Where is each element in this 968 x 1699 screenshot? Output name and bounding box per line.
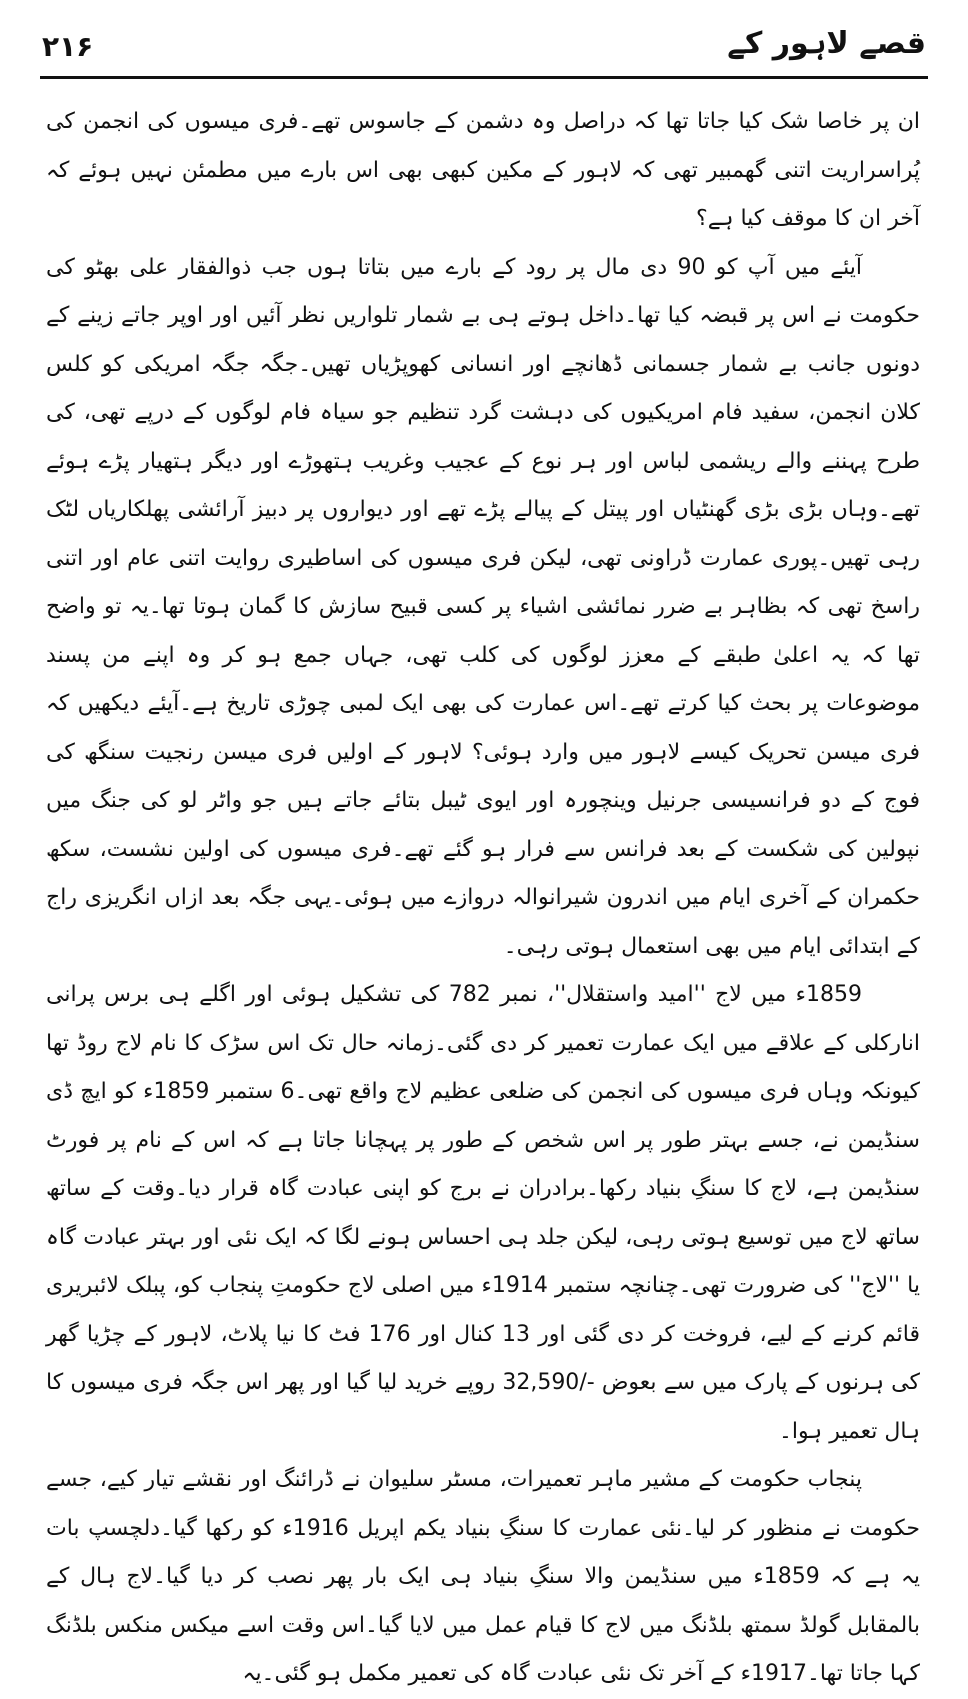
- paragraph: 1859ء میں لاج ''امید واستقلال''، نمبر 782 کی تشکیل ہوئی اور اگلے ہی برس پرانی انارکلی کے علاقے میں ایک عمارت تعمیر کر دی گئی۔زمانہ حال تک اس سڑک کا نام لاج روڈ تھا کیونکہ وہاں فری میسوں کی انجمن کی ضلعی عظیم لاج واقع تھی۔6 ستمبر 1859ء کو ایچ ڈی سنڈیمن نے، جسے بہتر طور پر اس شخص کے طور پر پہچانا جاتا ہے کہ اس کے نام پر فورٹ سنڈیمن ہے، لاج کا سنگِ بنیاد رکھا۔برادران نے برج کو اپنی عبادت گاہ قرار دیا۔وقت کے ساتھ ساتھ لاج میں توسیع ہوتی رہی، لیکن جلد ہی احساس ہونے لگا کہ ایک نئی اور بہتر عبادت گاہ یا ''لاج'' کی ضرورت تھی۔چنانچہ ستمبر 1914ء میں اصلی لاج حکومتِ پنجاب کو، پبلک لائبریری قائم کرنے کے لیے، فروخت کر دی گئی اور 13 کنال اور 176 فٹ کا نیا پلاٹ، لاہور کے چڑیا گھر کی ہرنوں کے پارک میں سے بعوض -/32,590 روپے خرید لیا گیا اور پھر اس جگہ فری میسوں کا ہال تعمیر ہوا۔: [46, 982, 921, 1444]
- paragraph: آیئے میں آپ کو 90 دی مال پر رود کے بارے میں بتاتا ہوں جب ذوالفقار علی بھٹو کی حکومت نے اس پر قبضہ کیا تھا۔داخل ہوتے ہی بے شمار تلواریں نظر آئیں اور اوپر جاتے زینے کے دونوں جانب بے شمار جسمانی ڈھانچے اور انسانی کھوپڑیاں تھیں۔جگہ جگہ امریکی کو کلس کلان انجمن، سفید فام امریکیوں کی دہشت گرد تنظیم جو سیاہ فام لوگوں کے درپے تھی، کی طرح پہننے والے ریشمی لباس اور ہر نوع کے عجیب وغریب ہتھوڑے اور دیگر ہتھیار پڑے ہوئے تھے۔وہاں بڑی بڑی گھنٹیاں اور پیتل کے پیالے پڑے تھے اور دیواروں پر دبیز آرائشی پھلکاریاں لٹک رہی تھیں۔پوری عمارت ڈراونی تھی، لیکن فری میسوں کی اساطیری روایت اتنی عام اور اتنی راسخ تھی کہ بظاہر بے ضرر نمائشی اشیاء پر کسی قبیح سازش کا گمان ہوتا تھا۔یہ تو واضح تھا کہ یہ اعلیٰ طبقے کے معزز لوگوں کی کلب تھی، جہاں جمع ہو کر وہ اپنے من پسند موضوعات پر بحث کیا کرتے تھے۔اس عمارت کی بھی ایک لمبی چوڑی تاریخ ہے۔آیئے دیکھیں کہ فری میسن تحریک کیسے لاہور میں وارد ہوئی؟ لاہور کے اولیں فری میسن رنجیت سنگھ کی فوج کے دو فرانسیسی جرنیل وینچورہ اور ایوی ٹیبل بتائے جاتے ہیں جو واٹر لو کی جنگ میں نپولین کی شکست کے بعد فرانس سے فرار ہو گئے تھے۔فری میسوں کی اولین نشست، سکھ حکمران کے آخری ایام میں اندرون شیرانوالہ دروازے میں ہوئی۔یہی جگہ بعد ازاں انگریزی راج کے ابتدائی ایام میں بھی استعمال ہوتی رہی۔: [46, 254, 920, 959]
- page-header: [40, 22, 928, 78]
- header-rule: [40, 76, 928, 79]
- running-title: قصے لاہور کے: [727, 26, 926, 61]
- page-number: ۲۱۶: [42, 30, 94, 63]
- paragraph: پنجاب حکومت کے مشیر ماہر تعمیرات، مسٹر سلیوان نے ڈرائنگ اور نقشے تیار کیے، جسے حکومت نے منظور کر لیا۔نئی عمارت کا سنگِ بنیاد یکم اپریل 1916ء کو رکھا گیا۔دلچسپ بات یہ ہے کہ 1859ء میں سنڈیمن والا سنگِ بنیاد ہی ایک بار پھر نصب کر دیا گیا۔لاج ہال کے بالمقابل گولڈ سمتھ بلڈنگ میں لاج کا قیام عمل میں لایا گیا۔اس وقت اسے میکس منکس بلڈنگ کہا جاتا تھا۔1917ء کے آخر تک نئی عبادت گاہ کی تعمیر مکمل ہو گئی۔یہ: [46, 1467, 920, 1686]
- page-body: [46, 98, 920, 1699]
- paragraph: ان پر خاصا شک کیا جاتا تھا کہ دراصل وہ دشمن کے جاسوس تھے۔فری میسوں کی انجمن کی پُراسراریت اتنی گھمبیر تھی کہ لاہور کے مکین کبھی بھی اس بارے میں مطمئن نہیں ہوئے کہ آخر ان کا موقف کیا ہے؟: [46, 109, 920, 231]
